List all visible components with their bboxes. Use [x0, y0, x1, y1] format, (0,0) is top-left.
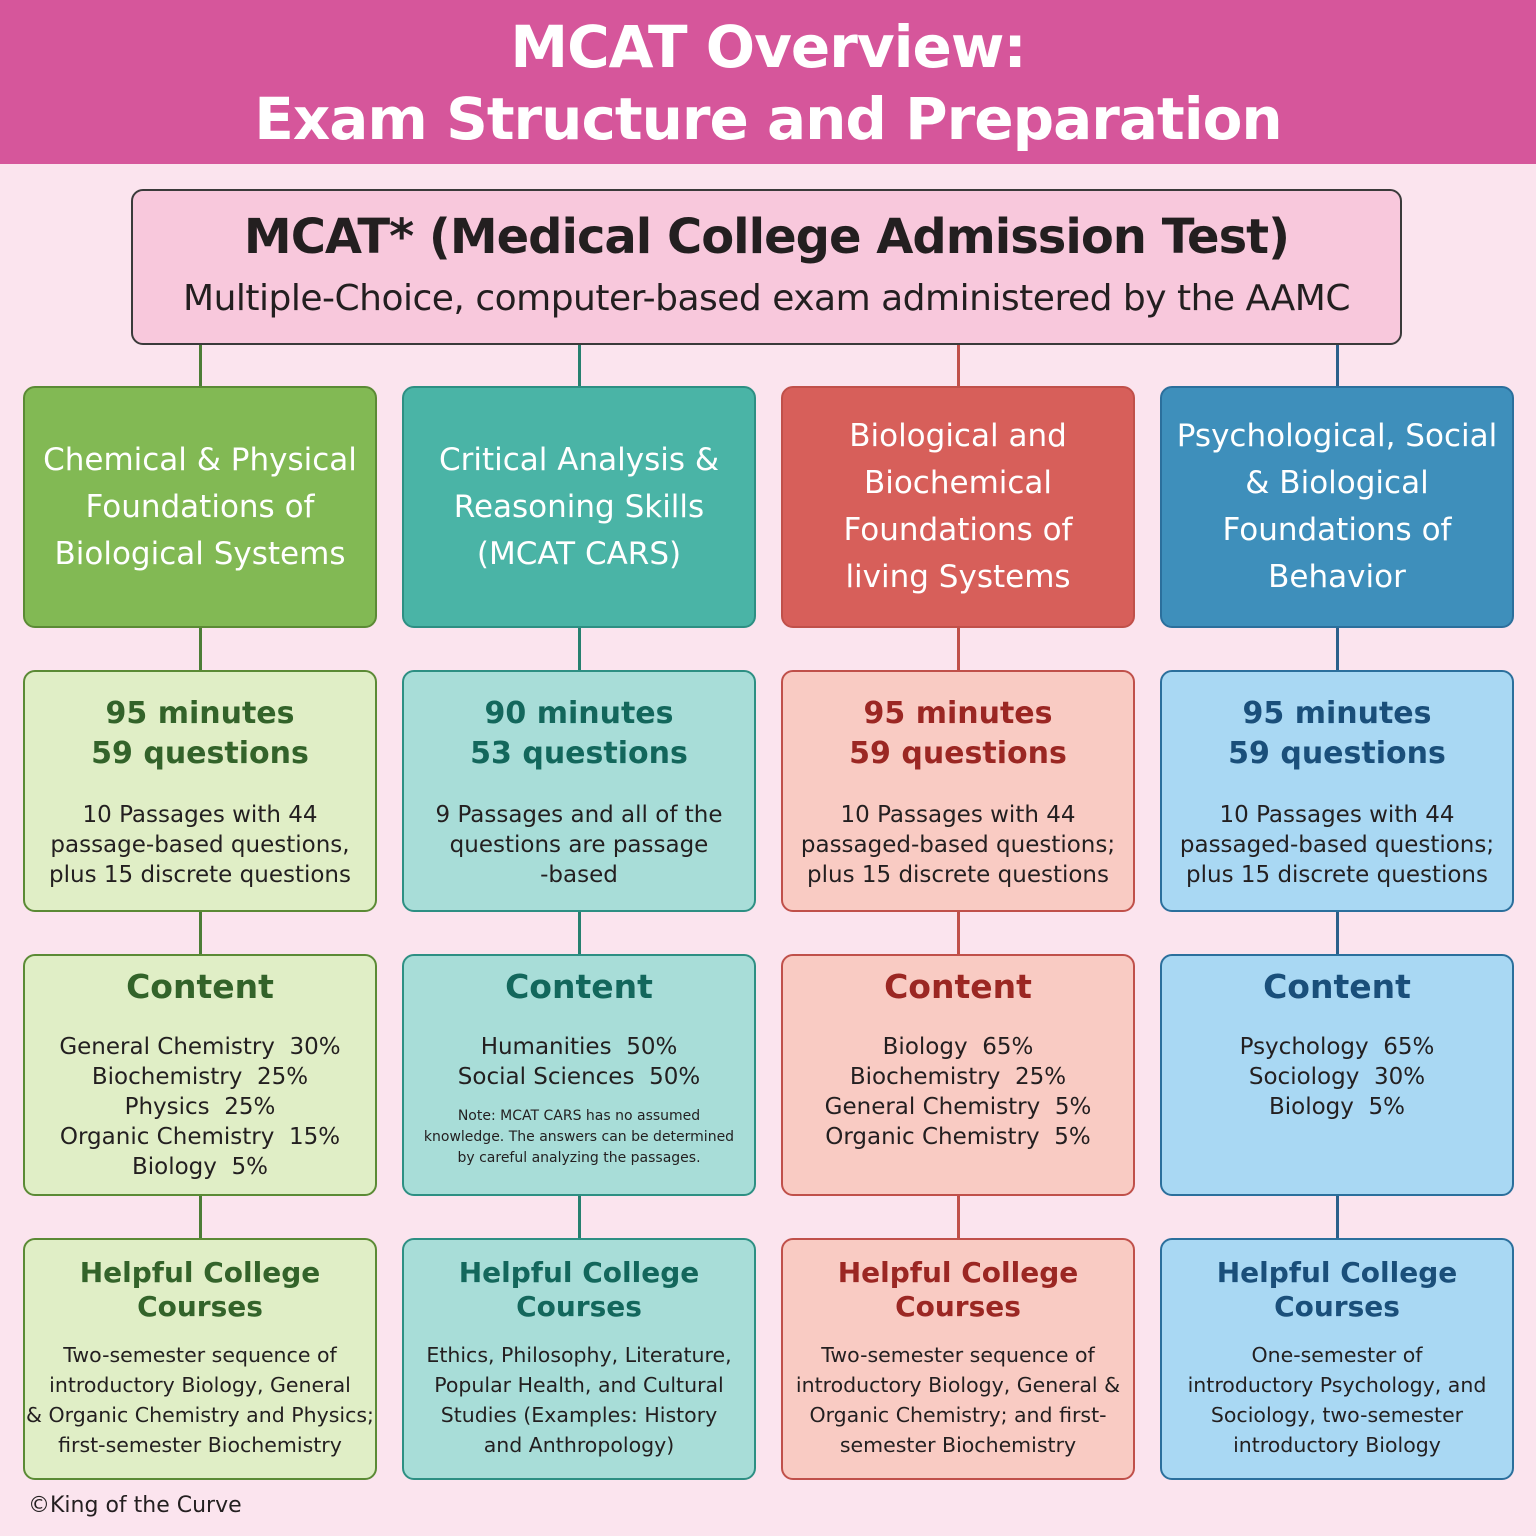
section-header-line: Biochemical: [863, 465, 1053, 501]
content-title: Content: [884, 967, 1032, 1006]
exam-minutes: 95 minutes: [1242, 696, 1432, 731]
helpful-courses-title-line: Helpful College: [458, 1256, 700, 1289]
mcat-subtitle: Multiple-Choice, computer-based exam administered by the AAMC: [183, 278, 1350, 319]
passage-description-line: passaged-based questions;: [800, 832, 1116, 858]
content-item: Biochemistry 25%: [91, 1064, 309, 1090]
content-list: [783, 1032, 1133, 1152]
helpful-courses-line: Popular Health, and Cultural: [434, 1373, 724, 1397]
section-header-line: Psychological, Social: [1176, 418, 1498, 454]
helpful-courses-line: & Organic Chemistry and Physics;: [26, 1403, 374, 1427]
exam-question-count: 59 questions: [849, 736, 1067, 771]
connector-line: [578, 628, 581, 670]
connector-line: [957, 912, 960, 954]
helpful-courses-line: introductory Biology, General &: [795, 1373, 1121, 1397]
passage-description-line: passage-based questions,: [50, 832, 350, 858]
exam-minutes: 95 minutes: [863, 696, 1053, 731]
content-title: Content: [126, 967, 274, 1006]
content-title: Content: [505, 967, 653, 1006]
content-item: General Chemistry 30%: [59, 1034, 341, 1060]
content-note-line: Note: MCAT CARS has no assumed: [457, 1108, 701, 1124]
content-note-line: by careful analyzing the passages.: [457, 1150, 701, 1166]
passage-description-line: 10 Passages with 44: [840, 802, 1076, 828]
helpful-courses-line: Two-semester sequence of: [821, 1343, 1095, 1367]
time-questions-box: [781, 670, 1135, 912]
connector-line: [1336, 1196, 1339, 1238]
exam-question-count: 53 questions: [470, 736, 688, 771]
helpful-courses-title: [783, 1256, 1133, 1324]
copyright-footer: ©King of the Curve: [28, 1493, 242, 1518]
passage-description: [404, 800, 754, 890]
helpful-courses-description: [25, 1340, 375, 1460]
helpful-courses-line: Ethics, Philosophy, Literature,: [426, 1343, 732, 1367]
helpful-courses-title-line: Courses: [137, 1290, 263, 1323]
content-item: Organic Chemistry 15%: [59, 1124, 341, 1150]
time-questions-box: [402, 670, 756, 912]
page-title-line-2: Exam Structure and Preparation: [254, 85, 1282, 153]
helpful-courses-line: introductory Biology: [1233, 1433, 1441, 1457]
section-header-line: Chemical & Physical: [43, 441, 357, 478]
content-item: Social Sciences 50%: [457, 1064, 701, 1090]
helpful-courses-line: first-semester Biochemistry: [58, 1433, 342, 1457]
section-header-text: [1177, 413, 1497, 601]
connector-line: [199, 628, 202, 670]
exam-minutes: 90 minutes: [484, 696, 674, 731]
section-header-line: Foundations of: [1222, 512, 1452, 548]
passage-description-line: plus 15 discrete questions: [1186, 862, 1488, 888]
content-item: General Chemistry 5%: [824, 1094, 1092, 1120]
time-questions-box: [23, 670, 377, 912]
content-note-line: knowledge. The answers can be determined: [423, 1129, 735, 1145]
section-header-line: Biological Systems: [54, 535, 346, 572]
connector-line: [578, 1196, 581, 1238]
helpful-courses-line: One-semester of: [1251, 1343, 1423, 1367]
mcat-title: MCAT* (Medical College Admission Test): [243, 209, 1290, 265]
helpful-courses-line: and Anthropology): [483, 1433, 675, 1457]
content-note: [404, 1106, 754, 1169]
content-item: Biology 65%: [882, 1034, 1034, 1060]
passage-description-line: passaged-based questions;: [1179, 832, 1495, 858]
content-item: Biochemistry 25%: [849, 1064, 1067, 1090]
content-box: [23, 954, 377, 1196]
helpful-courses-title-line: Helpful College: [79, 1256, 321, 1289]
helpful-courses-title-line: Courses: [895, 1290, 1021, 1323]
helpful-courses-line: Sociology, two-semester: [1210, 1403, 1464, 1427]
section-header: [402, 386, 756, 628]
content-item: Organic Chemistry 5%: [825, 1124, 1091, 1150]
exam-question-count: 59 questions: [1228, 736, 1446, 771]
connector-line: [578, 345, 581, 386]
content-box: [1160, 954, 1514, 1196]
passage-description-line: plus 15 discrete questions: [807, 862, 1109, 888]
content-item: Psychology 65%: [1239, 1034, 1435, 1060]
passage-description: [25, 800, 375, 890]
helpful-courses-title-line: Helpful College: [837, 1256, 1079, 1289]
passage-description-line: questions are passage: [449, 832, 709, 858]
section-header-line: living Systems: [845, 559, 1071, 595]
section-header-line: & Biological: [1245, 465, 1429, 501]
section-header-line: Biological and: [849, 418, 1067, 454]
connector-line: [199, 345, 202, 386]
connector-line: [957, 345, 960, 386]
section-header-line: (MCAT CARS): [476, 535, 682, 572]
passage-description: [1162, 800, 1512, 890]
content-title: Content: [1263, 967, 1411, 1006]
content-item: Sociology 30%: [1248, 1064, 1426, 1090]
section-header-line: Reasoning Skills: [453, 488, 705, 525]
helpful-courses-title-line: Courses: [516, 1290, 642, 1323]
content-list: [404, 1032, 754, 1092]
section-header-line: Critical Analysis &: [438, 441, 720, 478]
passage-description-line: 10 Passages with 44: [82, 802, 318, 828]
content-item: Biology 5%: [1268, 1094, 1406, 1120]
connector-line: [957, 1196, 960, 1238]
helpful-courses-title: [25, 1256, 375, 1324]
content-box: [402, 954, 756, 1196]
connector-line: [1336, 345, 1339, 386]
helpful-courses-box: [402, 1238, 756, 1480]
section-header-text: [844, 413, 1073, 601]
helpful-courses-line: introductory Psychology, and: [1187, 1373, 1487, 1397]
connector-line: [1336, 912, 1339, 954]
helpful-courses-box: [781, 1238, 1135, 1480]
content-item: Biology 5%: [131, 1154, 269, 1180]
helpful-courses-line: Organic Chemistry; and first-: [809, 1403, 1107, 1427]
helpful-courses-title-line: Helpful College: [1216, 1256, 1458, 1289]
section-header-line: Foundations of: [85, 488, 315, 525]
helpful-courses-line: Studies (Examples: History: [440, 1403, 718, 1427]
helpful-courses-line: introductory Biology, General: [49, 1373, 351, 1397]
section-header-line: Behavior: [1268, 559, 1406, 595]
content-item: Physics 25%: [124, 1094, 276, 1120]
exam-minutes: 95 minutes: [105, 696, 295, 731]
mcat-main-box: [131, 189, 1402, 345]
content-item: Humanities 50%: [480, 1034, 678, 1060]
time-questions-box: [1160, 670, 1514, 912]
exam-question-count: 59 questions: [91, 736, 309, 771]
helpful-courses-description: [783, 1340, 1133, 1460]
helpful-courses-box: [23, 1238, 377, 1480]
section-header-text: [43, 437, 357, 578]
section-header-text: [439, 437, 719, 578]
page-title-line-1: MCAT Overview:: [510, 13, 1026, 81]
content-list: [1162, 1032, 1512, 1122]
helpful-courses-title: [1162, 1256, 1512, 1324]
helpful-courses-line: semester Biochemistry: [839, 1433, 1077, 1457]
helpful-courses-description: [1162, 1340, 1512, 1460]
connector-line: [199, 1196, 202, 1238]
passage-description-line: plus 15 discrete questions: [49, 862, 351, 888]
connector-line: [957, 628, 960, 670]
helpful-courses-line: Two-semester sequence of: [63, 1343, 337, 1367]
passage-description: [783, 800, 1133, 890]
content-list: [25, 1032, 375, 1182]
time-questions: [783, 694, 1133, 774]
passage-description-line: 10 Passages with 44: [1219, 802, 1455, 828]
section-header: [23, 386, 377, 628]
connector-line: [578, 912, 581, 954]
section-header: [781, 386, 1135, 628]
helpful-courses-box: [1160, 1238, 1514, 1480]
time-questions: [25, 694, 375, 774]
helpful-courses-title-line: Courses: [1274, 1290, 1400, 1323]
content-box: [781, 954, 1135, 1196]
helpful-courses-title: [404, 1256, 754, 1324]
passage-description-line: 9 Passages and all of the: [435, 802, 723, 828]
section-header: [1160, 386, 1514, 628]
time-questions: [1162, 694, 1512, 774]
helpful-courses-description: [404, 1340, 754, 1460]
connector-line: [199, 912, 202, 954]
title-banner: [0, 0, 1536, 164]
time-questions: [404, 694, 754, 774]
passage-description-line: -based: [540, 862, 618, 888]
connector-line: [1336, 628, 1339, 670]
section-header-line: Foundations of: [843, 512, 1073, 548]
